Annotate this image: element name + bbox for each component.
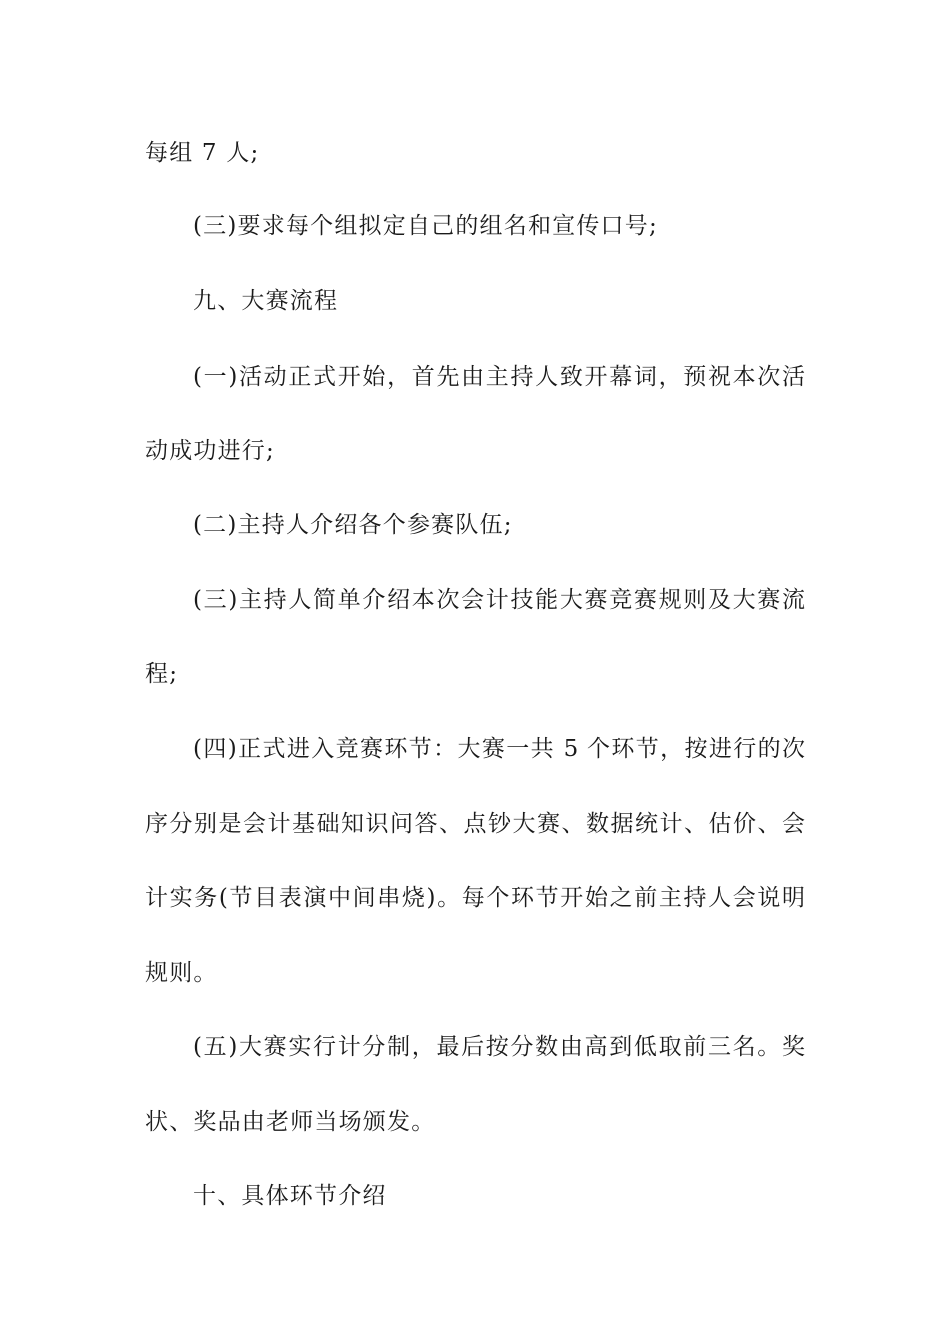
section-heading: 九、大赛流程	[193, 288, 339, 314]
section-heading: 十、具体环节介绍	[193, 1183, 387, 1209]
text-line: (五)大赛实行计分制，最后按分数由高到低取前三名。奖	[193, 1034, 805, 1060]
text-line: 动成功进行;	[145, 438, 275, 464]
text-line: (三)要求每个组拟定自己的组名和宣传口号;	[193, 213, 658, 239]
text-line: 计实务(节目表演中间串烧)。每个环节开始之前主持人会说明	[145, 885, 805, 911]
text-line: (二)主持人介绍各个参赛队伍;	[193, 512, 513, 538]
text-line: 状、奖品由老师当场颁发。	[145, 1109, 436, 1135]
text-line: 规则。	[145, 960, 218, 986]
text-line: 每组 7 人;	[145, 140, 260, 166]
text-line: 程;	[145, 661, 179, 687]
text-line: (三)主持人简单介绍本次会计技能大赛竞赛规则及大赛流	[193, 587, 805, 613]
text-line: (四)正式进入竞赛环节：大赛一共 5 个环节，按进行的次	[193, 736, 805, 762]
text-line: 序分别是会计基础知识问答、点钞大赛、数据统计、估价、会	[145, 811, 805, 837]
text-line: (一)活动正式开始，首先由主持人致开幕词，预祝本次活	[193, 364, 805, 390]
